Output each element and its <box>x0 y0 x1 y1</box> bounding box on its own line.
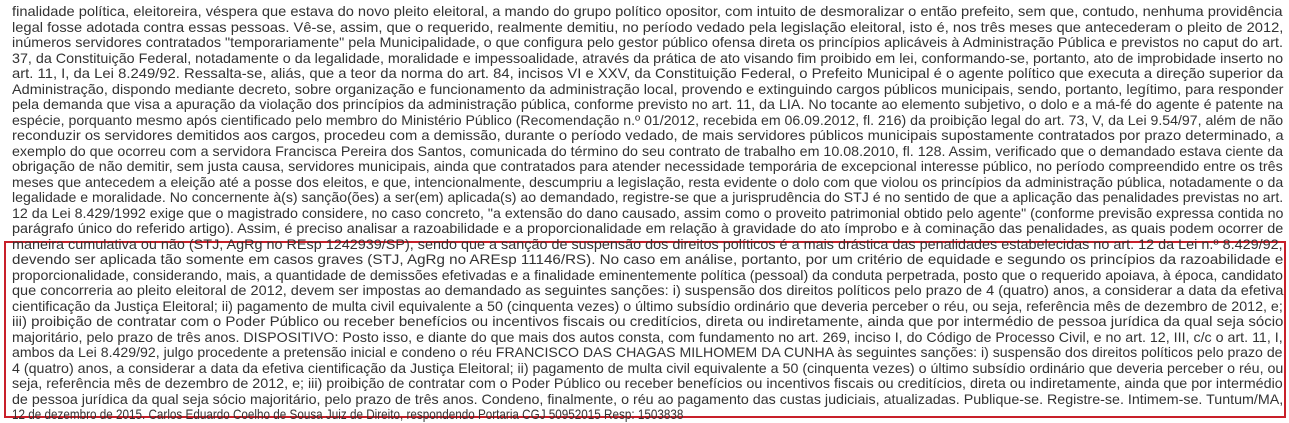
highlighted-text-line: que concorreria ao pleito eleitoral de 2012, devem ser impostas ao demandado as seguintes sanções: i) suspensão dos direitos políticos pelo prazo de 4 (quatro) anos, a considerar a data da efetiva <box>12 283 1284 298</box>
text-line: 37, da Constituição Federal, notadamente o da legalidade, moralidade e impessoalidade, através da prática de ato visando fim proibido em lei, conformando-se, portanto, ato de improbidade inserto no <box>12 50 1284 66</box>
text-line: maneira cumulativa ou não (STJ, AgRg no REsp 1242939/SP), sendo que a sanção de suspensão dos direitos políticos é a mais drástica das penalidades estabelecidas no art. 12 da Lei n.º 8.429/92, <box>12 236 1283 252</box>
text-line: art. 11, I, da Lei 8.249/92. Ressalta-se, aliás, que a teor da norma do art. 84, incisos VI e XXV, da Constituição Federal, o Prefeito Municipal é o agente político que executa a direção superior da <box>12 66 1284 81</box>
highlighted-text-line: proporcionalidade, considerando, mais, a quantidade de demissões efetivadas e a finalidade eminentemente política (pessoal) da conduta perpetrada, posto que o requerido apoiava, à época, candidato <box>12 267 1283 283</box>
text-line: legal fosse adotada contra essas pessoas. Vê-se, assim, que o requerido, realmente demitiu, no período vedado pela legislação eleitoral, isto é, nos três meses que antecederam o pleito de 2012, <box>12 19 1284 35</box>
text-line: legalidade e moralidade. No concernente à(s) sanção(ões) a ser(em) aplicada(s) ao demandado, registre-se que a jurisprudência do STJ é no sentido de que a aplicação das penalidades previstas no art. <box>12 190 1284 205</box>
text-line: obrigação de não demitir, sem justa causa, servidores municipais, ainda que contratados para atender necessidade temporária de excepcional interesse público, no período compreendido entre os três <box>12 159 1283 174</box>
text-line: reconduzir os servidores demitidos aos cargos, procedeu com a demissão, durante o período vedado, de mais servidores públicos municipais supostamente contratados por prazo determinado, a <box>12 128 1284 143</box>
highlighted-text-line: ambos da Lei 8.429/92, julgo procedente a pretensão inicial e condeno o réu FRANCISCO DAS CHAGAS MILHOMEM DA CUNHA às seguintes sanções: i) suspensão dos direitos políticos pelo prazo de <box>12 345 1283 360</box>
text-line: finalidade política, eleitoreira, véspera que estava do novo pleito eleitoral, a mando do grupo político opositor, com intuito de desmoralizar o então prefeito, sem que, contudo, nenhuma providência <box>12 4 1283 19</box>
highlighted-text-line: seja, referência mês de dezembro de 2012, e; iii) proibição de contratar com o Poder Público ou receber benefícios ou incentivos fiscais ou creditícios, direta ou indiretamente, ainda que por intermédio <box>12 376 1283 391</box>
text-line: pela demanda que visa a apuração da violação dos princípios da administração pública, conforme previsto no art. 11, da LIA. No tocante ao elemento subjetivo, o dolo e a má-fé do agente é patente na <box>12 97 1284 112</box>
highlighted-text-line: cientificação da Justiça Eleitoral; ii) pagamento de multa civil equivalente a 50 (cinquenta vezes) o último subsídio ordinário que deveria perceber o réu, ou seja, referência mês de dezembro de 2012, e; <box>12 298 1283 314</box>
highlighted-text-line: devendo ser aplicada tão somente em casos graves (STJ, AgRg no AREsp 11146/RS). No caso em análise, portanto, por um critério de equidade e segundo os princípios da razoabilidade e <box>12 252 1284 267</box>
highlighted-text-line: iii) proibição de contratar com o Poder Público ou receber benefícios ou incentivos fiscais ou creditícios, direta ou indiretamente, ainda que por intermédio de pessoa jurídica da qual seja sócio <box>12 314 1284 329</box>
highlighted-text-line: de pessoa jurídica da qual seja sócio majoritário, pelo prazo de três anos. Condeno, finalmente, o réu ao pagamento das custas judiciais, atualizadas. Publique-se. Registre-se. Intimem-se. Tuntum/MA, <box>12 391 1284 407</box>
text-line: meses que antecedem a eleição até a posse dos eleitos, e que, intencionalmente, descumpriu a legislação, resta evidente o dolo com que violou os princípios da administração pública, notadamente o da <box>12 174 1284 190</box>
highlighted-text-line: majoritário, pelo prazo de três anos. DISPOSITIVO: Posto isso, e diante do que mais dos autos consta, com fundamento no art. 269, inciso I, do Código de Processo Civil, e no art. 12, III, c/c o art. 11, I, <box>12 329 1283 345</box>
text-line: inúmeros servidores contratados "temporariamente" pela Municipalidade, o que configura pelo gestor público ofensa direta os princípios aplicáveis à Administração Pública e previstos no caput do art. <box>12 35 1284 50</box>
highlighted-text-line-signature: 12 de dezembro de 2015. Carlos Eduardo Coelho de Sousa Juiz de Direito, respondendo Portaria CGJ 50952015 Resp: 1503838 <box>12 407 684 422</box>
text-line: 12 da Lei 8.429/1992 exige que o magistrado considere, no caso concreto, "a extensão do dano causado, assim como o proveito patrimonial obtido pelo agente" (conforme previsão expressa contida no <box>12 205 1284 221</box>
text-line: parágrafo único do referido artigo). Assim, é preciso analisar a razoabilidade e a proporcionalidade em relação à gravidade do ato ímprobo e à cominação das penalidades, as quais podem ocorrer de <box>12 221 1284 236</box>
text-line: espécie, porquanto mesmo após cientificado pelo membro do Ministério Público (Recomendação n.º 01/2012, recebida em 06.09.2012, fl. 216) da proibição legal do art. 73, V, da Lei 9.54/97, além de não <box>12 112 1284 128</box>
text-line: exemplo do que ocorreu com a servidora Francisca Pereira dos Santos, comunicada do término do seu contrato de trabalho em 10.08.2010, fl. 128. Assim, verificado que o demandado estava ciente da <box>12 143 1284 159</box>
text-line: Administração, dispondo mediante decreto, sobre organização e funcionamento da administração local, provendo e extinguindo cargos públicos municipais, sendo, portanto, legítimo, para responder <box>12 81 1284 97</box>
highlighted-text-line: 4 (quatro) anos, a considerar a data da efetiva cientificação da Justiça Eleitoral; ii) pagamento de multa civil equivalente a 50 (cinquenta vezes) o último subsídio ordinário que deveria perceber o réu, ou <box>12 360 1284 376</box>
